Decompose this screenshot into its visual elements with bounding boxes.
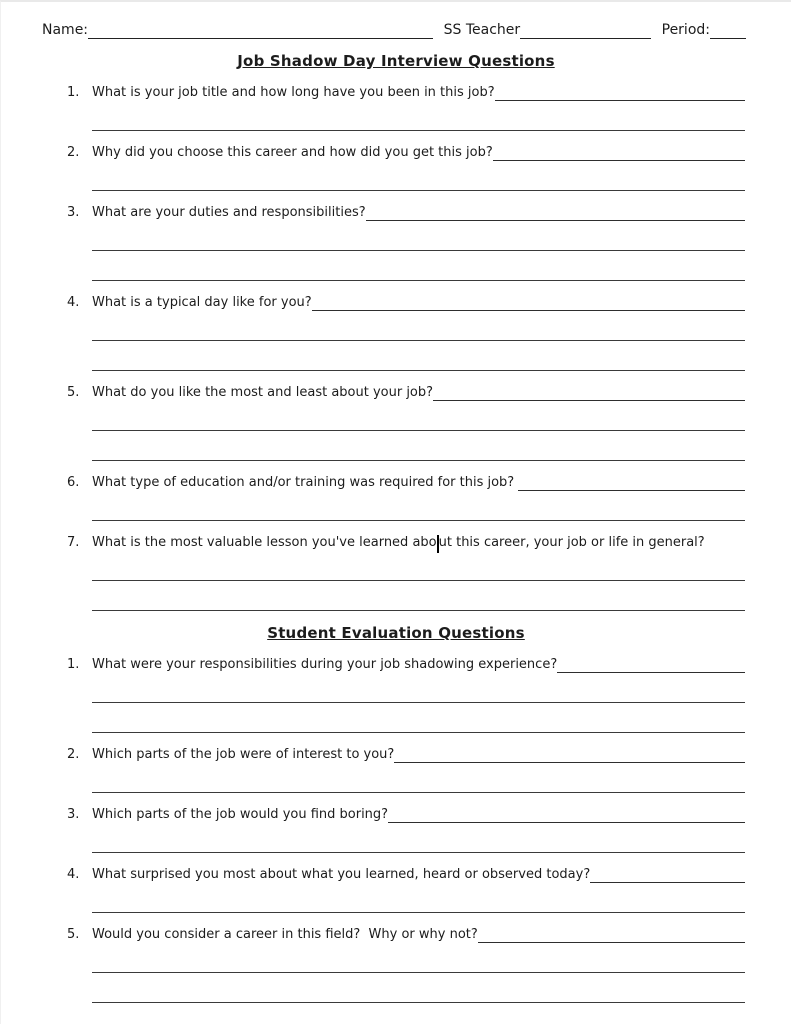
answer-line[interactable] xyxy=(92,581,745,611)
question-text: Which parts of the job would you find boring? xyxy=(92,807,389,822)
question-row xyxy=(67,144,745,161)
answer-line[interactable] xyxy=(92,101,745,131)
name-blank-field[interactable] xyxy=(88,23,433,39)
answer-line[interactable] xyxy=(92,431,745,461)
answer-inline-blank[interactable] xyxy=(518,476,745,491)
question-text: What do you like the most and least about your job? xyxy=(92,385,434,400)
question-row xyxy=(67,384,745,401)
question-text-after-cursor: ut this career, your job or life in general? xyxy=(438,535,705,550)
answer-line[interactable] xyxy=(92,973,745,1003)
period-label: Period: xyxy=(657,22,710,38)
question-number: 6. xyxy=(67,475,80,490)
question-row xyxy=(67,806,745,823)
interview-questions-list xyxy=(1,84,791,611)
question-row xyxy=(67,866,745,883)
header-row xyxy=(1,2,791,39)
question-text: Would you consider a career in this field? Why or why not? xyxy=(92,927,478,942)
question-text: What surprised you most about what you learned, heard or observed today? xyxy=(92,867,591,882)
question-text: Which parts of the job were of interest to you? xyxy=(92,747,395,762)
answer-line[interactable] xyxy=(92,341,745,371)
section-title-evaluation: Student Evaluation Questions xyxy=(267,624,525,642)
answer-inline-blank[interactable] xyxy=(366,206,745,221)
question-text xyxy=(92,534,705,551)
question-number: 4. xyxy=(67,295,80,310)
answer-inline-blank[interactable] xyxy=(590,868,745,883)
question-number: 5. xyxy=(67,385,80,400)
answer-inline-blank[interactable] xyxy=(433,386,745,401)
question-number: 5. xyxy=(67,927,80,942)
answer-line[interactable] xyxy=(92,221,745,251)
question-text: What were your responsibilities during your job shadowing experience? xyxy=(92,657,558,672)
question-text: Why did you choose this career and how did you get this job? xyxy=(92,145,493,160)
answer-line[interactable] xyxy=(92,161,745,191)
question-number: 1. xyxy=(67,657,80,672)
answer-line[interactable] xyxy=(92,311,745,341)
answer-inline-blank[interactable] xyxy=(493,146,745,161)
period-blank-field[interactable] xyxy=(710,23,746,39)
section-title-interview: Job Shadow Day Interview Questions xyxy=(237,52,555,70)
answer-line[interactable] xyxy=(92,401,745,431)
question-text: What is a typical day like for you? xyxy=(92,295,312,310)
answer-line[interactable] xyxy=(92,491,745,521)
question-row xyxy=(67,204,745,221)
question-number: 1. xyxy=(67,85,80,100)
question-number: 3. xyxy=(67,205,80,220)
answer-line[interactable] xyxy=(92,883,745,913)
answer-line[interactable] xyxy=(92,673,745,703)
question-text-before-cursor: What is the most valuable lesson you've learned abo xyxy=(92,535,437,550)
answer-inline-blank[interactable] xyxy=(312,296,745,311)
answer-inline-blank[interactable] xyxy=(495,86,745,101)
question-number: 2. xyxy=(67,145,80,160)
name-label: Name: xyxy=(42,22,89,38)
question-row xyxy=(67,474,745,491)
answer-inline-blank[interactable] xyxy=(478,928,745,943)
answer-line[interactable] xyxy=(92,763,745,793)
question-text: What is your job title and how long have you been in this job? xyxy=(92,85,495,100)
answer-line[interactable] xyxy=(92,703,745,733)
answer-line[interactable] xyxy=(92,551,745,581)
question-number: 2. xyxy=(67,747,80,762)
evaluation-questions-list xyxy=(1,656,791,1003)
answer-line[interactable] xyxy=(92,251,745,281)
teacher-blank-field[interactable] xyxy=(520,23,651,39)
question-number: 7. xyxy=(67,535,80,550)
teacher-label: SS Teacher xyxy=(439,22,521,38)
question-row xyxy=(67,656,745,673)
question-row xyxy=(67,84,745,101)
answer-line[interactable] xyxy=(92,823,745,853)
question-text: What are your duties and responsibilities? xyxy=(92,205,366,220)
answer-inline-blank[interactable] xyxy=(394,748,745,763)
question-row xyxy=(67,926,745,943)
question-row xyxy=(67,294,745,311)
answer-inline-blank[interactable] xyxy=(557,658,745,673)
question-row xyxy=(67,534,745,551)
question-number: 3. xyxy=(67,807,80,822)
question-text: What type of education and/or training was required for this job? xyxy=(92,475,519,490)
question-row xyxy=(67,746,745,763)
question-number: 4. xyxy=(67,867,80,882)
answer-inline-blank[interactable] xyxy=(388,808,745,823)
answer-line[interactable] xyxy=(92,943,745,973)
